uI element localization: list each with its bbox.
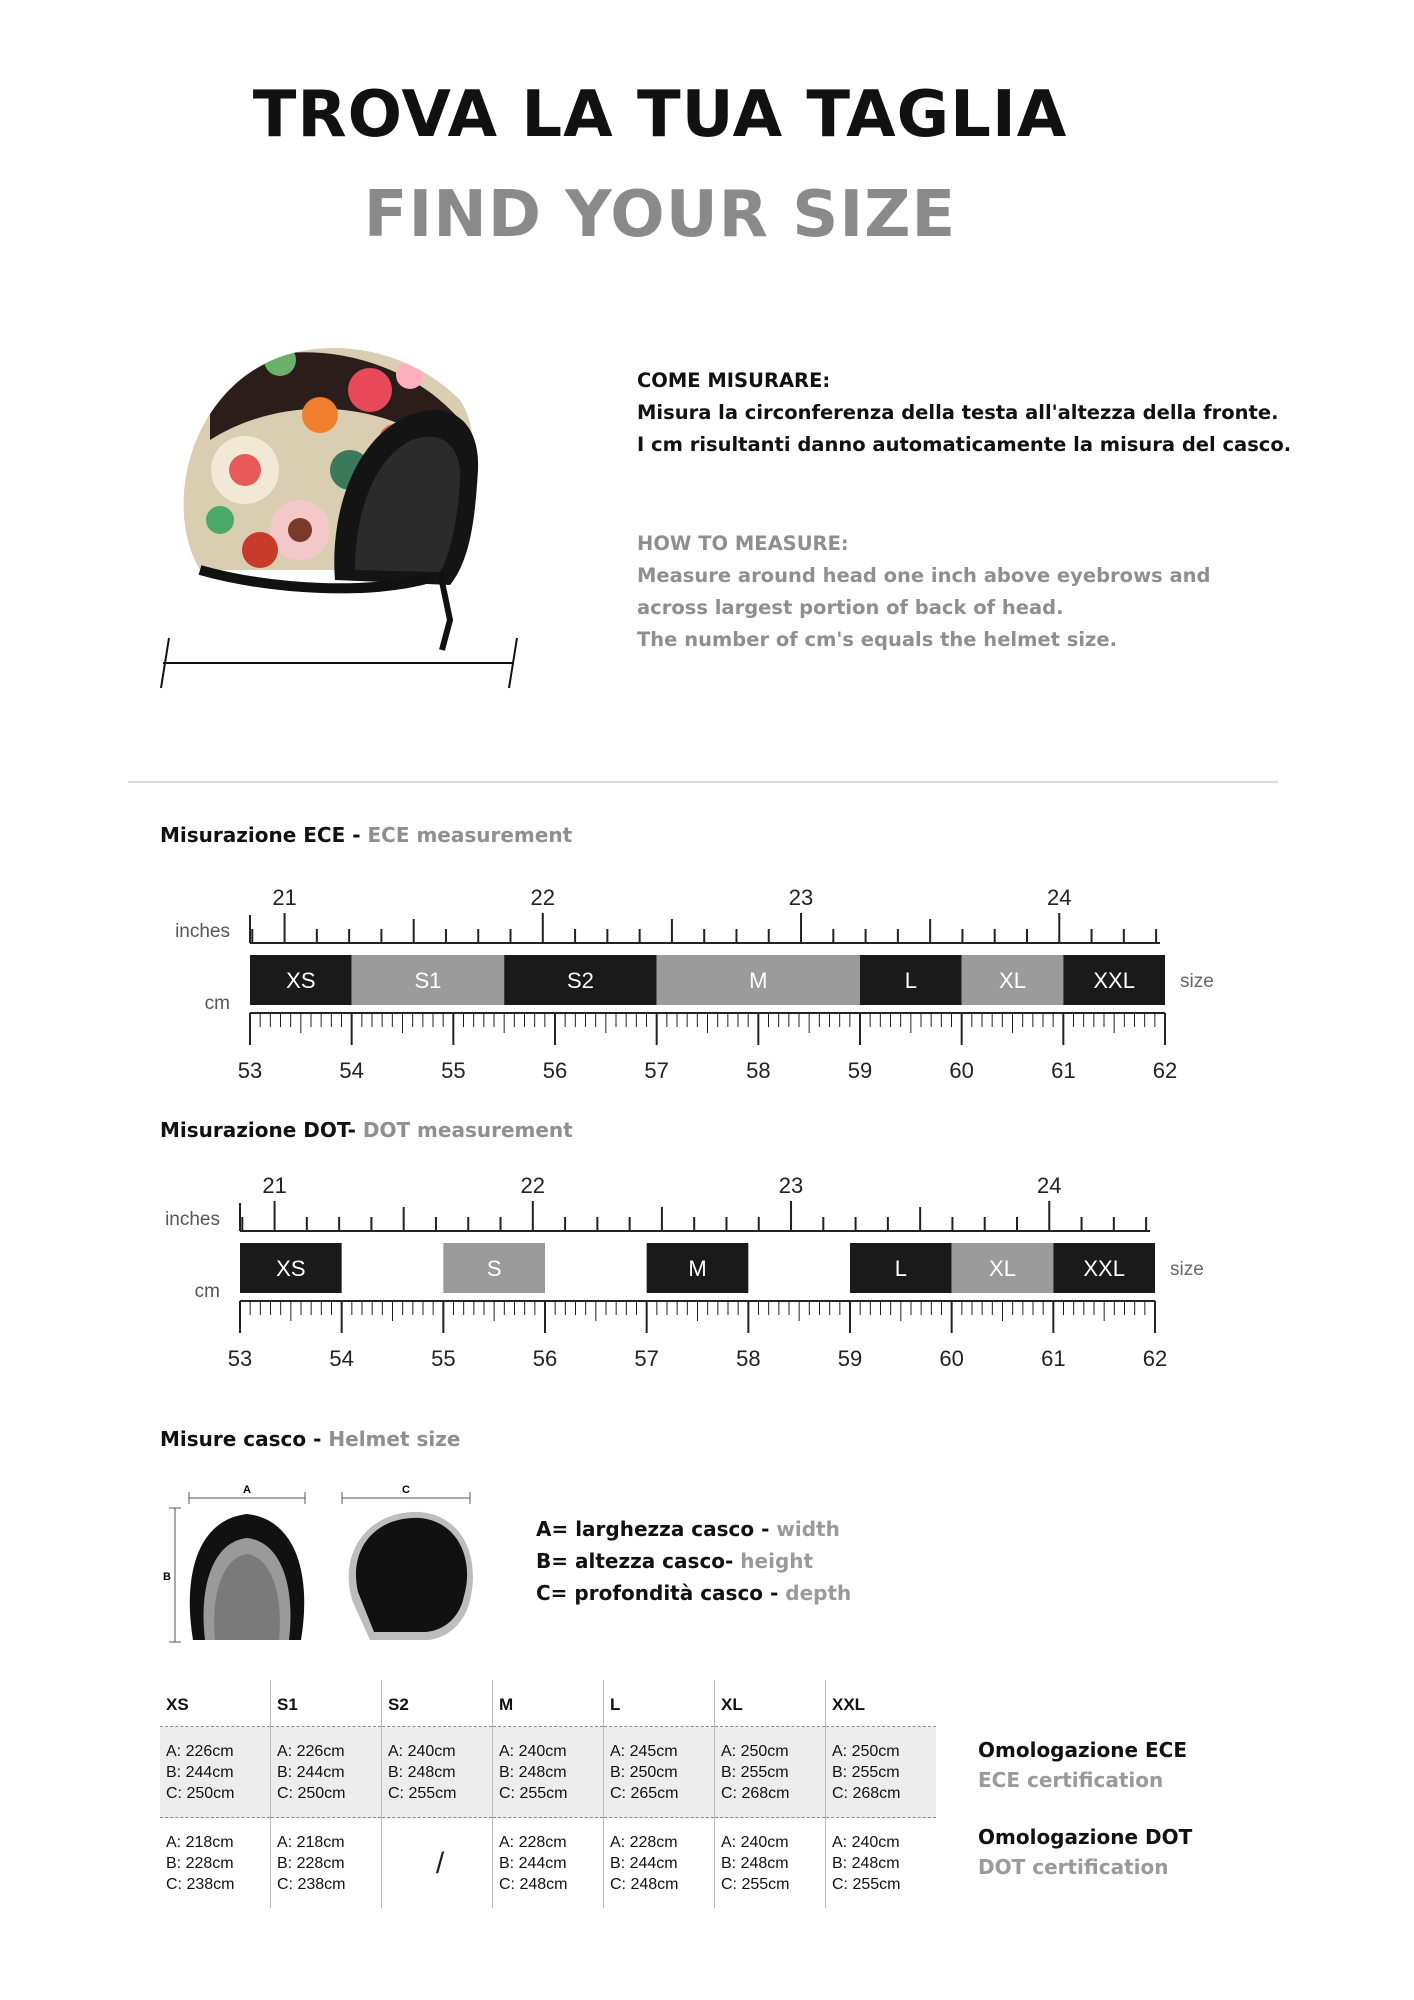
helmet-size-table xyxy=(160,1680,936,1908)
table-cell-line: B: 244cm xyxy=(166,1763,234,1781)
ece-cm-tick-label: 60 xyxy=(949,1058,974,1083)
dot-cm-tick-label: 54 xyxy=(329,1346,354,1371)
dot-inch-tick-label: 21 xyxy=(262,1173,287,1198)
table-header-cell: XL xyxy=(715,1680,826,1727)
ece-cm-tick-label: 61 xyxy=(1051,1058,1076,1083)
table-cell-line: A: 228cm xyxy=(499,1833,567,1851)
table-cell xyxy=(271,1727,382,1818)
table-cell-line: C: 268cm xyxy=(832,1784,901,1802)
table-cell-line: C: 248cm xyxy=(610,1875,679,1893)
table-row-ece xyxy=(160,1727,936,1818)
table-cell-line: B: 248cm xyxy=(832,1854,900,1872)
table-cell-line: A: 240cm xyxy=(499,1742,567,1760)
def-width xyxy=(536,1513,851,1545)
cert-dot xyxy=(978,1822,1192,1882)
dot-inch-tick-label: 24 xyxy=(1037,1173,1062,1198)
dot-cm-tick-label: 53 xyxy=(227,1346,253,1371)
dot-size-label: L xyxy=(894,1256,907,1281)
ece-cm-tick-label: 54 xyxy=(339,1058,364,1083)
dot-inch-tick-label: 23 xyxy=(778,1173,804,1198)
table-cell-line: A: 250cm xyxy=(832,1742,900,1760)
dot-cm-tick-label: 57 xyxy=(634,1346,659,1371)
measure-instructions-it xyxy=(637,365,1337,461)
def-depth-en: depth xyxy=(785,1581,852,1605)
table-header-cell: L xyxy=(604,1680,715,1727)
table-cell-line: B: 244cm xyxy=(499,1854,567,1872)
dot-size-label: XXL xyxy=(1083,1256,1125,1281)
dim-b-label: B xyxy=(163,1571,171,1583)
dot-size-label: XS xyxy=(276,1256,306,1281)
table-cell xyxy=(493,1727,604,1818)
page-title: TROVA LA TUA TAGLIA xyxy=(252,78,1068,152)
table-cell-line: B: 248cm xyxy=(499,1763,567,1781)
table-header-cell: M xyxy=(493,1680,604,1727)
table-cell xyxy=(271,1818,382,1909)
ece-size-label: S2 xyxy=(566,968,594,993)
measure-heading-en: HOW TO MEASURE: xyxy=(637,532,849,555)
measure-line-it: I cm risultanti danno automaticamente la misura del casco. xyxy=(637,433,1292,456)
ece-title-it: Misurazione ECE xyxy=(160,823,346,847)
ece-inch-tick-label: 21 xyxy=(272,885,297,910)
table-cell-line: B: 250cm xyxy=(610,1763,678,1781)
ece-size-axis-label: size xyxy=(1180,971,1214,992)
ece-cm-tick-label: 58 xyxy=(746,1058,771,1083)
table-cell-line: C: 255cm xyxy=(832,1875,901,1893)
ece-size-scale xyxy=(160,865,1260,1085)
helmet-front-diagram xyxy=(155,1480,315,1650)
ece-size-label: L xyxy=(904,968,917,993)
table-cell xyxy=(715,1818,826,1909)
dot-cm-label: cm xyxy=(194,1281,220,1302)
table-cell xyxy=(604,1727,715,1818)
helmet-size-title-it: Misure casco xyxy=(160,1427,307,1451)
table-cell-line: A: 250cm xyxy=(721,1742,789,1760)
table-cell-line: B: 255cm xyxy=(721,1763,789,1781)
dot-cm-tick-label: 58 xyxy=(736,1346,761,1371)
table-cell xyxy=(160,1727,271,1818)
dot-title-sep: - xyxy=(347,1118,363,1142)
measure-line-en: Measure around head one inch above eyebrows and xyxy=(637,564,1211,587)
dot-title-it: Misurazione DOT xyxy=(160,1118,348,1142)
dot-cm-tick-label: 56 xyxy=(532,1346,558,1371)
measure-line-en: The number of cm's equals the helmet size. xyxy=(637,628,1118,651)
table-cell-line: A: 240cm xyxy=(832,1833,900,1851)
table-cell-line: A: 240cm xyxy=(388,1742,456,1760)
helmet-size-title-sep: - xyxy=(306,1427,329,1451)
def-width-it: A= larghezza casco - xyxy=(536,1517,777,1541)
table-cell-line: C: 268cm xyxy=(721,1784,790,1802)
ece-cm-tick-label: 57 xyxy=(644,1058,669,1083)
ece-inch-tick-label: 23 xyxy=(788,885,814,910)
ece-cm-tick-label: 55 xyxy=(441,1058,466,1083)
table-cell xyxy=(826,1818,937,1909)
table-cell-line: C: 255cm xyxy=(388,1784,457,1802)
table-cell-line: A: 218cm xyxy=(277,1833,345,1851)
ece-cm-tick-label: 59 xyxy=(847,1058,873,1083)
table-cell-line: B: 255cm xyxy=(832,1763,900,1781)
def-height-it: B= altezza casco- xyxy=(536,1549,741,1573)
ece-size-label: XXL xyxy=(1093,968,1135,993)
not-available-mark: / xyxy=(435,1846,445,1880)
table-cell-line: B: 228cm xyxy=(166,1854,234,1872)
def-depth-it: C= profondità casco - xyxy=(536,1581,786,1605)
ece-cm-tick-label: 62 xyxy=(1152,1058,1178,1083)
cert-dot-it: Omologazione DOT xyxy=(978,1825,1193,1849)
dot-size-axis-label: size xyxy=(1170,1259,1204,1280)
table-cell-line: C: 238cm xyxy=(166,1875,235,1893)
circumference-line xyxy=(155,630,535,690)
ece-cm-tick-label: 56 xyxy=(542,1058,568,1083)
dimension-definitions xyxy=(536,1513,851,1609)
table-cell xyxy=(160,1818,271,1909)
ece-title-en: ECE measurement xyxy=(367,823,573,847)
def-height xyxy=(536,1545,851,1577)
dim-c-label: C xyxy=(402,1484,410,1496)
table-cell xyxy=(715,1727,826,1818)
table-header-cell: XS xyxy=(160,1680,271,1727)
table-cell-line: B: 244cm xyxy=(277,1763,345,1781)
dot-cm-tick-label: 55 xyxy=(431,1346,456,1371)
dot-cm-tick-label: 62 xyxy=(1142,1346,1168,1371)
def-height-en: height xyxy=(740,1549,814,1573)
table-cell-line: C: 265cm xyxy=(610,1784,679,1802)
dot-size-scale xyxy=(150,1153,1250,1373)
table-cell-line: C: 255cm xyxy=(499,1784,568,1802)
table-cell-line: A: 228cm xyxy=(610,1833,678,1851)
table-cell-line: B: 248cm xyxy=(721,1854,789,1872)
dot-size-label: M xyxy=(688,1256,707,1281)
table-cell xyxy=(826,1727,937,1818)
dot-inches-label: inches xyxy=(165,1209,220,1230)
table-cell-line: C: 248cm xyxy=(499,1875,568,1893)
ece-cm-tick-label: 53 xyxy=(237,1058,263,1083)
dot-size-label: XL xyxy=(989,1256,1016,1281)
table-header-cell: XXL xyxy=(826,1680,937,1727)
cert-ece-it: Omologazione ECE xyxy=(978,1738,1187,1762)
dot-size-label: S xyxy=(486,1256,502,1281)
dot-cm-tick-label: 61 xyxy=(1041,1346,1066,1371)
table-cell-line: A: 245cm xyxy=(610,1742,678,1760)
helmet-size-section-title xyxy=(160,1427,460,1451)
table-header-row xyxy=(160,1680,936,1727)
dot-cm-tick-label: 59 xyxy=(837,1346,863,1371)
table-cell xyxy=(604,1818,715,1909)
table-cell-line: A: 226cm xyxy=(277,1742,345,1760)
table-cell xyxy=(493,1818,604,1909)
table-cell-line: A: 240cm xyxy=(721,1833,789,1851)
table-header-cell: S2 xyxy=(382,1680,493,1727)
ece-section-title xyxy=(160,823,572,847)
table-cell-line: B: 228cm xyxy=(277,1854,345,1872)
cert-dot-en: DOT certification xyxy=(978,1855,1169,1879)
ece-size-label: M xyxy=(749,968,768,993)
dot-cm-tick-label: 60 xyxy=(939,1346,964,1371)
table-cell-line: C: 255cm xyxy=(721,1875,790,1893)
ece-inch-tick-label: 22 xyxy=(530,885,556,910)
cert-ece-en: ECE certification xyxy=(978,1768,1164,1792)
ece-inch-tick-label: 24 xyxy=(1047,885,1072,910)
table-header-cell: S1 xyxy=(271,1680,382,1727)
cert-ece xyxy=(978,1735,1187,1795)
table-cell-line: A: 226cm xyxy=(166,1742,234,1760)
table-cell-line: C: 238cm xyxy=(277,1875,346,1893)
table-cell-line: B: 248cm xyxy=(388,1763,456,1781)
measure-line-it: Misura la circonferenza della testa all'altezza della fronte. xyxy=(637,401,1279,424)
ece-inches-label: inches xyxy=(175,921,230,942)
ece-cm-label: cm xyxy=(204,993,230,1014)
ece-size-label: S1 xyxy=(414,968,442,993)
def-width-en: width xyxy=(776,1517,840,1541)
measure-line-en: across largest portion of back of head. xyxy=(637,596,1064,619)
table-cell-line: C: 250cm xyxy=(277,1784,346,1802)
table-cell xyxy=(382,1818,493,1909)
dim-a-label: A xyxy=(243,1484,251,1496)
ece-size-label: XL xyxy=(999,968,1026,993)
page-subtitle: FIND YOUR SIZE xyxy=(363,178,957,252)
helmet-side-diagram xyxy=(330,1480,490,1650)
ece-title-sep: - xyxy=(345,823,368,847)
section-divider xyxy=(128,781,1278,783)
def-depth xyxy=(536,1577,851,1609)
table-cell xyxy=(382,1727,493,1818)
dot-inch-tick-label: 22 xyxy=(520,1173,546,1198)
table-cell-line: A: 218cm xyxy=(166,1833,234,1851)
table-cell-line: B: 244cm xyxy=(610,1854,678,1872)
helmet-size-title-en: Helmet size xyxy=(328,1427,461,1451)
table-row-dot xyxy=(160,1818,936,1909)
ece-size-label: XS xyxy=(286,968,316,993)
measure-instructions-en xyxy=(637,528,1337,656)
dot-section-title xyxy=(160,1118,573,1142)
table-cell-line: C: 250cm xyxy=(166,1784,235,1802)
measure-heading-it: COME MISURARE: xyxy=(637,369,831,392)
dot-title-en: DOT measurement xyxy=(362,1118,573,1142)
